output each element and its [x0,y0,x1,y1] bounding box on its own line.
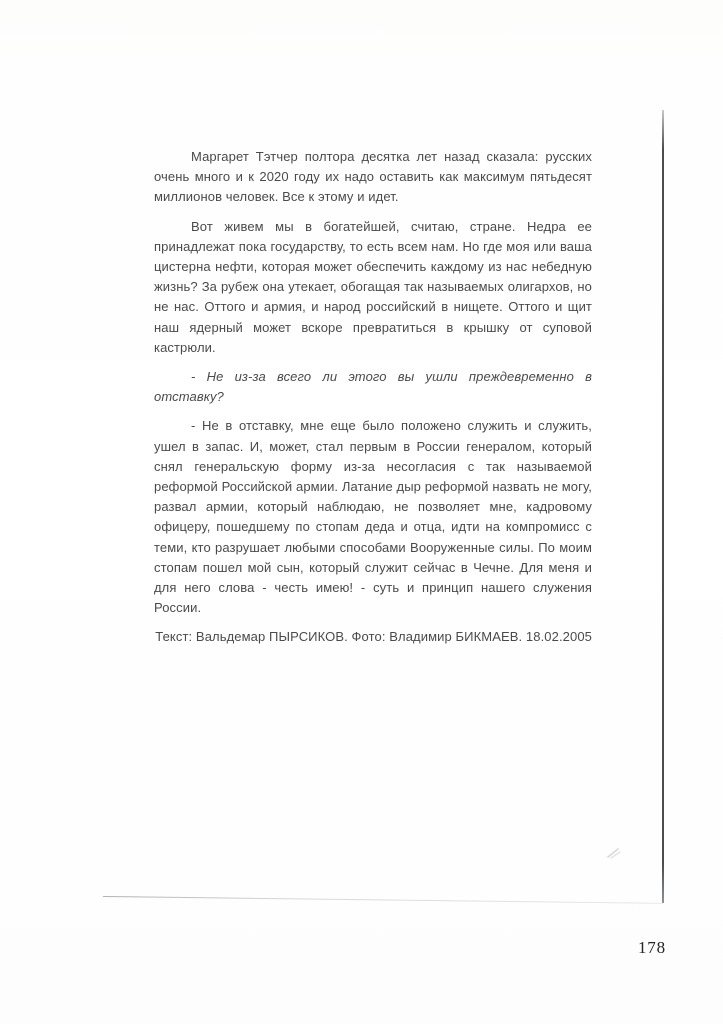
pencil-smudge-mark [605,846,627,862]
paragraph-richest-country: Вот живем мы в богатейшей, считаю, стране. Недра ее принадлежат пока государству, то есть всем нам. Но где моя или ваша цистерна нефти, которая может обеспечить каждому из нас небедную жизнь? За рубеж она утекает, обогащая так называемых олигархов, но не нас. Оттого и армия, и народ российский в нищете. Оттого и щит наш ядерный может вскоре превратиться в крышку от суповой кастрюли. [154,218,592,355]
paragraph-thatcher-quote: Маргарет Тэтчер полтора десятка лет назад сказала: русских очень много и к 2020 году их надо оставить как максимум пятьдесят миллионов человек. Все к этому и идет. [154,149,592,205]
interview-answer: - Не в отставку, мне еще было положено служить и служить, ушел в запас. И, может, стал первым в России генералом, который снял генеральскую форму из-за несогласия с так называемой реформой Российской армии. Латание дыр реформой назвать не могу, развал армии, который наблюдаю, не позволяет мне, кадровому офицеру, пошедшему по стопам деда и отца, идти на компромисс с теми, кто разрушает любыми способами Вооруженные силы. По моим стопам пошел мой сын, который служит сейчас в Чечне. Для меня и для него слова - честь имею! - суть и принцип нашего служения России. [154,418,592,616]
scan-page-right-edge-line [662,110,664,903]
article-text-block [154,147,592,657]
interview-question: - Не из-за всего ли этого вы ушли преждевременно в отставку? [154,369,592,405]
byline-credits: Текст: Вальдемар ПЫРСИКОВ. Фото: Владимир БИКМАЕВ. 18.02.2005 [155,629,592,645]
page-number: 178 [638,938,666,957]
